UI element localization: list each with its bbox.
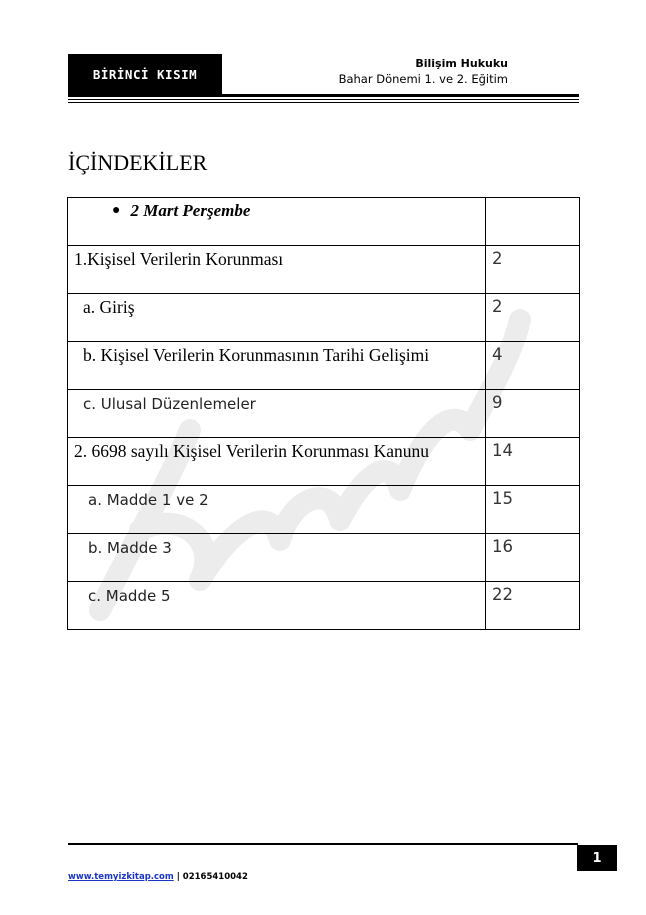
toc-page-number: 9 xyxy=(486,390,580,438)
toc-page-number xyxy=(486,198,580,246)
toc-page-number: 4 xyxy=(486,342,580,390)
toc-row xyxy=(68,486,580,534)
course-title: Bilişim Hukuku xyxy=(415,57,508,70)
toc-page-number: 22 xyxy=(486,582,580,630)
toc-entry-cell xyxy=(68,438,486,486)
toc-page-number: 2 xyxy=(486,294,580,342)
header-rule xyxy=(68,102,579,103)
toc-entry-text: 2 Mart Perşembe xyxy=(130,201,251,220)
toc-entry: b. Kişisel Verilerin Korunmasının Tarihi Gelişimi xyxy=(83,345,430,365)
phone-number: 02165410042 xyxy=(182,872,248,882)
toc-entry-cell xyxy=(68,390,486,438)
toc-entry xyxy=(68,198,485,221)
toc-row xyxy=(68,246,580,294)
toc-entry-cell xyxy=(68,582,486,630)
header-course-info xyxy=(248,57,508,87)
footer-contact xyxy=(68,872,248,882)
header-rule xyxy=(68,94,579,97)
toc-entry: 1.Kişisel Verilerin Korunması xyxy=(74,249,284,269)
section-label: BİRİNCİ KISIM xyxy=(92,66,198,82)
toc-page-number: 16 xyxy=(486,534,580,582)
toc-row xyxy=(68,294,580,342)
toc-row xyxy=(68,438,580,486)
toc-entry-cell xyxy=(68,246,486,294)
toc-entry: c. Madde 5 xyxy=(88,587,171,605)
toc-entry: b. Madde 3 xyxy=(88,539,172,557)
course-term: Bahar Dönemi 1. ve 2. Eğitim xyxy=(338,72,508,86)
toc-entry-cell xyxy=(68,294,486,342)
toc-entry-cell xyxy=(68,534,486,582)
toc-entry: c. Ulusal Düzenlemeler xyxy=(83,395,256,413)
footer-separator: | xyxy=(176,872,180,882)
toc-page-number: 14 xyxy=(486,438,580,486)
toc-row xyxy=(68,582,580,630)
toc-entry: a. Giriş xyxy=(83,297,135,317)
website-link[interactable]: www.temyizkitap.com xyxy=(68,872,174,882)
bullet-icon: ● xyxy=(112,203,121,218)
toc-title: İÇİNDEKİLER xyxy=(68,150,208,175)
toc-page-number: 15 xyxy=(486,486,580,534)
header-rule xyxy=(68,99,579,100)
toc-entry-cell xyxy=(68,198,486,246)
toc-table xyxy=(67,197,580,630)
toc-row xyxy=(68,390,580,438)
toc-page-number: 2 xyxy=(486,246,580,294)
footer-rule xyxy=(68,843,578,845)
toc-entry: 2. 6698 sayılı Kişisel Verilerin Korunması Kanunu xyxy=(74,441,429,461)
toc-entry-cell xyxy=(68,342,486,390)
toc-entry: a. Madde 1 ve 2 xyxy=(88,491,209,509)
toc-row xyxy=(68,198,580,246)
toc-row xyxy=(68,534,580,582)
toc-entry-cell xyxy=(68,486,486,534)
toc-row xyxy=(68,342,580,390)
section-label-box xyxy=(68,54,222,94)
page-number: 1 xyxy=(592,850,602,866)
page-number-box xyxy=(577,845,617,871)
